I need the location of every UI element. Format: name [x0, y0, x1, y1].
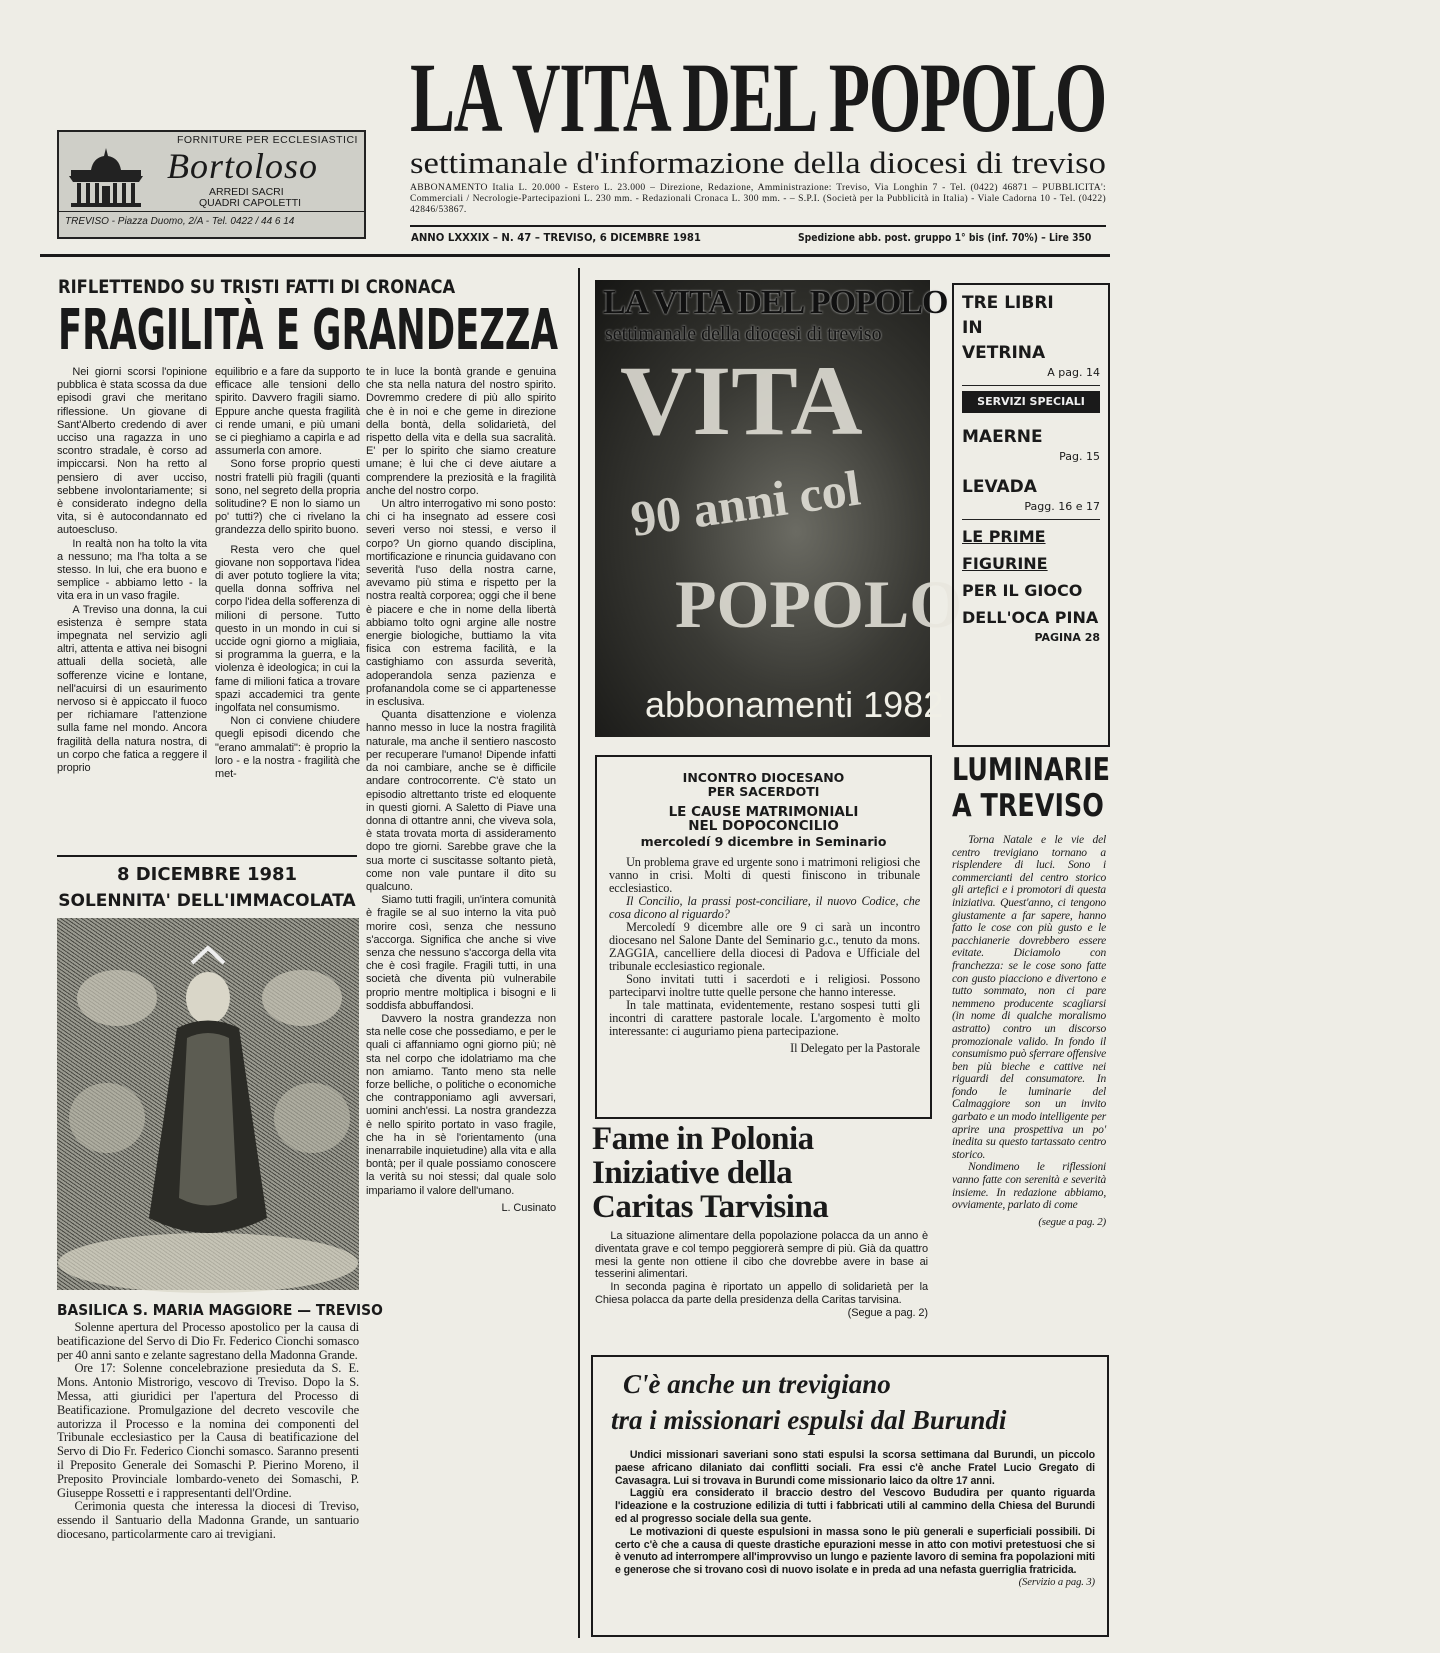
index-maerne: MAERNE	[962, 427, 1043, 447]
paragraph: Cerimonia questa che interessa la diocesi di Treviso, essendo il Santuario della Madonna Grande, un santuario diocesano, particolarmente caro ai trevigiani.	[57, 1499, 359, 1541]
postage-info: Spedizione abb. post. gruppo 1° bis (inf. 70%) – Lire 350	[798, 232, 1092, 244]
masthead-title-wrap	[410, 42, 1106, 153]
madonna-figure-icon	[57, 918, 359, 1290]
polonia-text	[595, 1230, 928, 1320]
issue-info: ANNO LXXXIX – N. 47 – TREVISO, 6 DICEMBRE 1981	[411, 231, 701, 244]
ad-brand: Bortoloso	[167, 146, 319, 186]
paragraph: Davvero la nostra grandezza non sta nelle cose che possediamo, e per le quali ci affanniamo ogni giorno più; nè sta nel corpo che idolatriamo ma che non amiamo. Tanto meno sta nelle forze belliche, o politiche o economiche che contrapponiamo agli avversari, uomini anch'essi. La nostra grandezza è nello spirito portato in vaso fragile, che ha in sè l'orientamento (una inenarrabile inquietudine) alla vita e alla bontà; per il quale possiamo conoscere la verità su noi stessi; dal quale solo impariamo il valore dell'umano.	[366, 1012, 556, 1197]
incontro-title-4: NEL DOPOCONCILIO	[688, 818, 839, 834]
paragraph: Torna Natale e le vie del centro trevigiano tornano a risplendere di luci. Sono i commercianti del centro storico gli artefici e i promotori di questa iniziativa. Quest'anno, ci tengono giustamente a far sapere, hanno fatto le cose con più gusto e le pacchianerie dovrebbero essere evitate. Diciamolo con franchezza: se le cose sono fatte con gusto piacciono e divertono e tutto sommato, non ci pare nemmeno producente scagliarsi (in nome di qualche moralismo astratto) contro un discorso promozionale valido. In fondo il consumismo può sferrare offensive ben più bieche e cattive nei riguardi del consumatore. In fondo le luminarie del Calmaggiore son un invito garbato e un modo intelligente per aprire una prospettiva un po' inedita su questo tartassato centro storico.	[952, 834, 1106, 1161]
immacolata-date: 8 DICEMBRE 1981	[116, 864, 298, 885]
luminarie-headline	[952, 752, 1110, 824]
paragraph: Solenne apertura del Processo apostolico per la causa di beatificazione del Servo di Dio Fr. Federico Cionchi somasco per 40 anni santo e zelante sagrestano della Madonna Grande.	[57, 1320, 359, 1362]
index-books-page[interactable]: A pag. 14	[1047, 366, 1100, 379]
incontro-box	[595, 755, 932, 1119]
incontro-when: mercoledí 9 dicembre in Seminario	[640, 834, 887, 849]
poster-title: LA VITA DEL POPOLO	[603, 284, 948, 321]
paragraph: te in luce la bontà grande e genuina che sta nella natura del nostro spirito. Dovremmo credere di più allo spirito che è in noi e che geme in direzione della bontà, della solidarietà, del rispetto della vita e della sua sacralità. E' per lo spirito che siamo creature umane; è lui che ci deve aiutare a comprendere la preziosità e la fragilità anche del nostro corpo.	[366, 366, 556, 497]
lead-column-3	[366, 366, 556, 1215]
paragraph: Ore 17: Solenne concelebrazione presieduta da S. E. Mons. Antonio Mistrorigo, vescovo di Treviso. Dopo la S. Messa, atti giuridici per l'apertura del Processo di Beatificazione. Promulgazione del decreto vescovile che autorizza il Processo e la nomina dei componenti del Tribunale ecclesiastico per la Causa di beatificazione del Servo di Dio Fr. Federico Cionchi somasco. Saranno presenti il Preposito Generale dei Somaschi P. Pierino Moreno, il Preposito Provinciale lombardo-veneto dei Somaschi, P. Giuseppe Rossetti e i rappresentanti dell'Ordine.	[57, 1361, 359, 1500]
section-rule	[57, 855, 357, 857]
poster-big-popolo: POPOLO	[675, 566, 963, 642]
burundi-headline-1: C'è anche un trevigiano	[623, 1369, 891, 1399]
poster-subtitle: settimanale della diocesi di treviso	[605, 323, 882, 345]
burundi-box	[591, 1355, 1109, 1637]
subscription-info: ABBONAMENTO Italia L. 20.000 - Estero L. 23.000 – Direzione, Redazione, Amministrazione: Treviso, Via Longhin 7 - Tel. (0422) 46871 – PUBBLICITA': Commerciali / Necrologie-Partecipazioni L. 230 mm. - Redazionali Cronaca L. 300 mm. - – S.P.I. (Società per la Pubblicità in Italia) - Viale Cadorna 10 - Tel. (0422) 42846/53867.	[410, 182, 1106, 215]
incontro-title-2: PER SACERDOTI	[707, 784, 820, 799]
index-box	[952, 283, 1110, 747]
paragraph: Mercoledí 9 dicembre alle ore 9 ci sarà un incontro diocesano nel Salone Dante del Seminario g.c., tenuto da mons. ZAGGIA, cancelliere della diocesi di Padova e Ufficiale del tribunale ecclesiastico regionale.	[609, 920, 920, 973]
paragraph: Undici missionari saveriani sono stati espulsi la scorsa settimana dal Burundi, un piccolo paese africano dilaniato dai conflitti sociali. Fra essi c'è anche Fratel Lucio Gregato di Cavasagra. Lui si trovava in Burundi come missionario laico da oltre 17 anni.	[615, 1449, 1095, 1487]
luminarie-text	[952, 834, 1106, 1228]
incontro-signature: Il Delegato per la Pastorale	[790, 1041, 920, 1055]
index-levada: LEVADA	[962, 477, 1037, 497]
page-top-rule	[40, 254, 1110, 257]
poster-big-90-anni: 90 anni col	[627, 459, 864, 547]
paragraph: Non ci conviene chiudere quegli episodi dicendo che "erano ammalati": è proprio la loro - e la nostra - fragilità che met-	[215, 715, 360, 781]
paragraph: Laggiù era considerato il braccio destro del Vescovo Bududira per quanto riguarda l'ideazione e la costruzione edilizia di tutti i fabbricati utili al cammino della Chiesa del Burundi ed al progresso sociale della sua gente.	[615, 1487, 1095, 1525]
index-figurine: LE PRIME	[962, 527, 1046, 546]
immacolata-title: SOLENNITA' DELL'IMMACOLATA	[58, 891, 356, 911]
abbonamenti-poster-photo	[595, 280, 963, 737]
burundi-text	[615, 1449, 1095, 1590]
paragraph: A Treviso una donna, la cui esistenza è sempre stata impegnata nel servizio agli altri, attenta e attiva nei bisogni attuali della società, alle sofferenze vicine e lontane, nell'acuirsi di un esaurimento nervoso si è appiccato il fuoco per richiamare l'attenzione sulla fame nel mondo. Ancora fragilità della natura nostra, di un corpo che fatica a reggere il proprio	[57, 603, 207, 775]
paragraph: Resta vero che quel giovane non sopportava l'idea di aver potuto togliere la vita; quella donna soffriva nel corpo l'idea della sofferenza di milioni di persone. Tutto questo in un mondo in cui si uccide ogni giorno a migliaia, si programma la guerra, e la violenza è ideologica; in cui la fame di milioni fatica a trovare spazi accademici tra gente ingolfata nel consumismo.	[215, 543, 360, 715]
index-figurine: FIGURINE	[962, 554, 1048, 573]
polonia-headline-line: Iniziative della	[592, 1155, 793, 1191]
lead-column-2	[215, 366, 360, 781]
paragraph: Nondimeno le riflessioni vanno fatte con serenità e severità insieme. In redazione abbiamo, ovviamente, parlato di come	[952, 1161, 1106, 1212]
poster-big-vita: VITA	[620, 345, 863, 456]
incontro-text	[609, 856, 920, 1055]
paragraph: Un problema grave ed urgente sono i matrimoni religiosi che vanno in crisi. Molti di questi finiscono in tribunale ecclesiastico.	[609, 855, 920, 895]
index-books: TRE LIBRI	[962, 293, 1054, 313]
masthead-rule	[410, 225, 1106, 227]
luminarie-continue-link[interactable]: (segue a pag. 2)	[1038, 1215, 1106, 1228]
ad-top-text: FORNITURE PER ECCLESIASTICI	[177, 134, 358, 146]
immacolata-text	[57, 1321, 359, 1542]
paragraph: In tale mattinata, evidentemente, restano sospesi tutti gli incontri di carattere pastorale locale. L'argomento è molto interessante: ci auguriamo piena partecipazione.	[609, 998, 920, 1038]
luminarie-headline-line: A TREVISO	[952, 788, 1104, 824]
polonia-headline	[592, 1122, 828, 1224]
paragraph: In realtà non ha tolto la vita a nessuno; ma l'ha tolta a se stesso. In lui, che era buono e semplice - abbiamo letto - la vita era in un vaso fragile.	[57, 537, 207, 603]
index-maerne-page[interactable]: Pag. 15	[1059, 450, 1100, 463]
ad-address: TREVISO - Piazza Duomo, 2/A - Tel. 0422 / 44 6 14	[65, 216, 295, 227]
ad-line-1: ARREDI SACRI	[209, 186, 284, 198]
paragraph: Un altro interrogativo mi sono posto: chi ci ha insegnato ad essere così severi verso noi stessi, e verso il corpo? Un giorno quando disciplina, mortificazione e rinuncia guidavano con severità l'uso della nostra carne, avevamo più stima e rispetto per la nostra realtà corporea; oggi che il bene è piacere e che in nome della libertà abbiamo tolto ogni argine alle nostre energie biologiche, buttiamo la vita fisica con estrema facilità, e la castighiamo con assurda severità, adoperandola senza pazienza e profanandola come se ci appartenesse in esclusiva.	[366, 498, 556, 709]
paragraph: Sono invitati tutti i sacerdoti e i religiosi. Possono parteciparvi inoltre tutte quelle persone che hanno interesse.	[609, 972, 920, 999]
ad-line-2: QUADRI CAPOLETTI	[199, 197, 302, 209]
immacolata-caption: BASILICA S. MARIA MAGGIORE — TREVISO	[57, 1301, 383, 1319]
masthead-title: LA VITA DEL POPOLO	[410, 42, 1106, 153]
masthead-subtitle: settimanale d'informazione della diocesi di treviso	[410, 145, 1106, 180]
index-books: VETRINA	[962, 343, 1046, 363]
incontro-title-3: LE CAUSE MATRIMONIALI	[668, 804, 859, 820]
paragraph: Il Concilio, la prassi post-conciliare, il nuovo Codice, che cosa dicono al riguardo?	[609, 894, 920, 921]
paragraph: Nei giorni scorsi l'opinione pubblica è stata scossa da due episodi gravi che meritano riflessione. Un giovane di Sant'Alberto credendo di aver ucciso una ragazza in uno scontro stradale, è corso ad impiccarsi. Non ha retto al pensiero di aver ucciso, sebbene involontariamente; si è considerato indegno della vita, si è autocondannato ed autoescluso.	[57, 366, 207, 537]
burundi-headline-2: tra i missionari espulsi dal Burundi	[611, 1405, 1007, 1435]
index-levada-page[interactable]: Pagg. 16 e 17	[1024, 500, 1100, 513]
paragraph: La situazione alimentare della popolazione polacca da un anno è diventata grave e col tempo peggiorerà sempre di più. Già da quattro mesi la gente non ottiene il cibo che dovrebbe avere in base ai tesserini alimentari.	[595, 1230, 928, 1281]
paragraph: Le motivazioni di queste espulsioni in massa sono le più generali e superficiali possibili. Di certo c'è che a causa di queste drastiche epurazioni messe in atto con motivi pretestuosi che si è venuto ad interrompere all'improvviso un lungo e paziente lavoro di semina fra popolazioni miti e generose che si trovano così di nuovo isolate e in preda ad una nefasta guerriglia fratricida.	[615, 1525, 1095, 1577]
lead-column-1	[57, 366, 207, 775]
polonia-headline-line: Caritas Tarvisina	[592, 1189, 829, 1225]
masthead-subtitle-wrap	[410, 146, 1106, 180]
index-special-services: SERVIZI SPECIALI	[962, 391, 1100, 413]
lead-kicker: RIFLETTENDO SU TRISTI FATTI DI CRONACA	[58, 276, 456, 298]
paragraph: Siamo tutti fragili, un'intera comunità è fragile se al suo interno la vita può morire così, senza che nessuno s'accorga. Significa che anche si vive senza che nessuno s'accorga della vita che è così fragile. Fragili tutti, in una società che diventa più vulnerabile proprio mentre moltiplica i bisogni e li soddisfa abbuffandosi.	[366, 894, 556, 1012]
polonia-headline-line: Fame in Polonia	[592, 1121, 814, 1157]
column-rule	[578, 268, 580, 1638]
paragraph: Sono forse proprio questi nostri fratelli più fragili (quanti sono, nel segreto della propria solitudine? E non lo siamo un po' tutti?) che ci rivelano la grandezza dello spirito buono.	[215, 458, 360, 537]
incontro-title-1: INCONTRO DIOCESANO	[682, 770, 845, 785]
paragraph: equilibrio e a fare da supporto efficace alle tensioni dello spirito. Davvero fragili siamo. Eppure anche questa fragilità ci rende umani, e più umani se ci pieghiamo a capirla e ad assumerla con amore.	[215, 366, 360, 458]
paragraph: In seconda pagina è riportato un appello di solidarietà per la Chiesa polacca da parte della presidenza della Caritas tarvisina.	[595, 1281, 928, 1306]
madonna-engraving-image	[57, 918, 359, 1290]
paragraph: Quanta disattenzione e violenza hanno messo in luce la nostra fragilità naturale, ma anche il sentiero nascosto per recuperare l'umano! Dipende infatti da noi cambiare, anche se è difficile andare controcorrente. C'è stato un episodio altrettanto triste ed eloquente in questi giorni. A Saletto di Piave una donna di ottantre anni, che viveva sola, è stata trovata morta di assideramento dopo tre giorni. Sarebbe grave che la sua morte ci suscitasse soltanto pietà, come non vale puntare il dito su qualcuno.	[366, 709, 556, 893]
church-icon	[67, 146, 145, 208]
burundi-continue-link[interactable]: (Servizio a pag. 3)	[1018, 1576, 1095, 1588]
lead-headline: FRAGILITÀ E GRANDEZZA	[58, 298, 558, 363]
poster-footer: abbonamenti 1982	[645, 684, 944, 725]
lead-headline-wrap	[58, 298, 558, 363]
index-books: IN	[962, 318, 983, 338]
author: L. Cusinato	[501, 1201, 556, 1214]
polonia-continue-link[interactable]: (Segue a pag. 2)	[847, 1306, 928, 1319]
luminarie-headline-line: LUMINARIE	[952, 752, 1111, 788]
bortoloso-ad	[57, 130, 366, 239]
index-figurine-page[interactable]: PAGINA 28	[1034, 631, 1100, 644]
index-figurine: PER IL GIOCO	[962, 581, 1083, 600]
index-figurine: DELL'OCA PINA	[962, 608, 1099, 627]
